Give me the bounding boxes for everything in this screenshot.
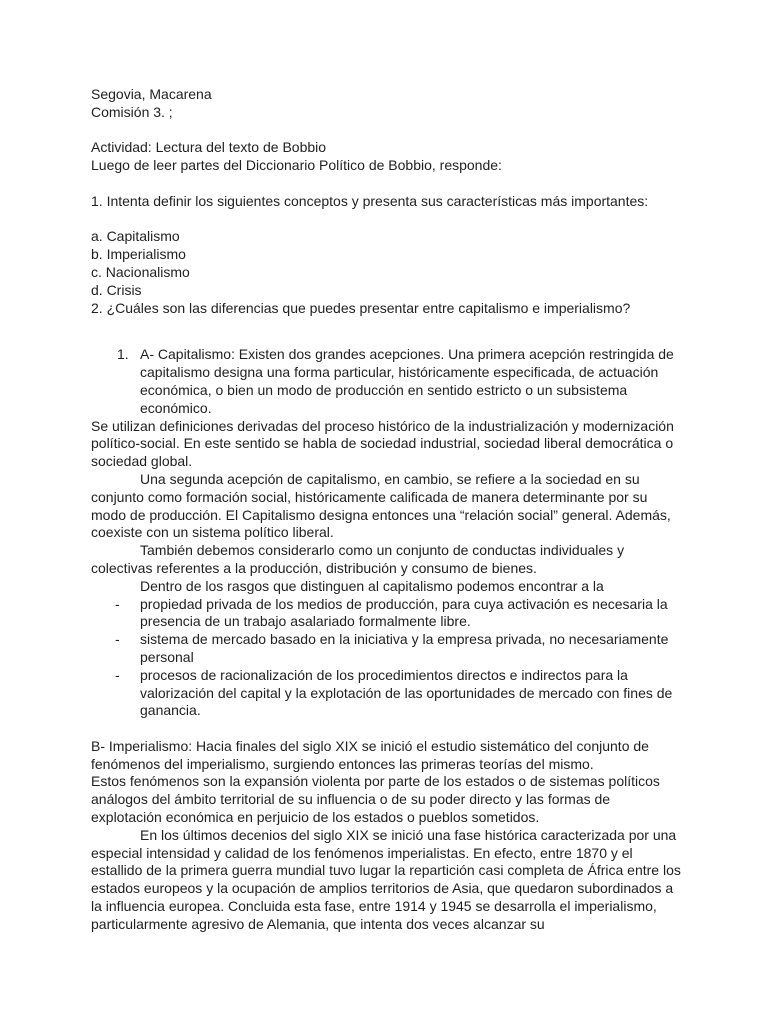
dash-marker: - — [115, 595, 120, 612]
document-body — [91, 86, 681, 934]
list-item — [91, 596, 681, 632]
list-item — [91, 631, 681, 667]
spacer — [91, 720, 681, 738]
list-number: 1. — [117, 346, 129, 363]
spacer — [91, 175, 681, 193]
commission-line: Comisión 3. ; — [91, 103, 173, 120]
answer-capitalismo-paragraph: Una segunda acepción de capitalismo, en cambio, se refiere a la sociedad en su conjunto como formación social, históricamente calificada de manera determinante por su modo de producción. El Capitalismo designa entonces una “relación social” general. Además, coexiste con un sistema político liberal. — [91, 470, 671, 541]
answer-capitalismo-paragraph: También debemos considerarlo como un conjunto de conductas individuales y colectivas referentes a la producción, distribución y consumo de bienes. — [91, 542, 625, 576]
list-item-text: sistema de mercado basado en la iniciativa y la empresa privada, no necesariamente personal — [140, 631, 669, 665]
answer-capitalismo-paragraph: Dentro de los rasgos que distinguen al capitalismo podemos encontrar a la — [140, 577, 604, 594]
answer-imperialismo-paragraph: B- Imperialismo: Hacia finales del siglo XIX se inició el estudio sistemático del conjunto de fenómenos del imperialismo, surgiendo entonces las primeras teorías del mismo. — [91, 737, 649, 772]
activity-instruction: Luego de leer partes del Diccionario Político de Bobbio, responde: — [91, 157, 502, 174]
concept-item-crisis: d. Crisis — [91, 281, 142, 298]
dash-marker: - — [115, 666, 120, 683]
answer-imperialismo-paragraph: En los últimos decenios del siglo XIX se inició una fase histórica caracterizada por una especial intensidad y calidad de los fenómenos imperialistas. En efecto, entre 1870 y el estallido de la primera guerra mundial tuvo lugar la repartición casi completa de África entre los estados europeos y la ocupación de amplios territorios de Asia, que quedaron subordinados a la influencia europea. Concluida esta fase, entre 1914 y 1945 se desarrolla el imperialismo, particularmente agresivo de Alemania, que intenta dos veces alcanzar su — [91, 826, 681, 932]
student-name: Segovia, Macarena — [91, 86, 212, 102]
list-item — [91, 667, 681, 720]
dash-marker: - — [115, 631, 120, 648]
rasgos-list — [91, 596, 681, 721]
concept-item-nacionalismo: c. Nacionalismo — [91, 263, 190, 280]
list-item-text: propiedad privada de los medios de producción, para cuya activación es necesaria la presencia de un trabajo asalariado formalmente libre. — [140, 595, 668, 630]
concept-item-imperialismo: b. Imperialismo — [91, 246, 186, 263]
answer-capitalismo-paragraph: Se utilizan definiciones derivadas del proceso histórico de la industrialización y modernización político-social. En este sentido se habla de sociedad industrial, sociedad liberal democrática o sociedad global. — [91, 417, 674, 470]
question-2: 2. ¿Cuáles son las diferencias que puedes presentar entre capitalismo e imperialismo? — [91, 299, 631, 316]
activity-title: Actividad: Lectura del texto de Bobbio — [91, 139, 327, 156]
list-item-text: procesos de racionalización de los procedimientos directos e indirectos para la valorización del capital y la explotación de las oportunidades de mercado con fines de ganancia. — [140, 666, 673, 719]
spacer — [91, 211, 681, 229]
question-1: 1. Intenta definir los siguientes conceptos y presenta sus características más importantes: — [91, 192, 649, 209]
answer-capitalismo-intro — [91, 346, 681, 417]
answer-capitalismo-intro-text: A- Capitalismo: Existen dos grandes acepciones. Una primera acepción restringida de capitalismo designa una forma particular, históricamente especificada, de actuación económica, o bien un modo de producción en sentido estricto o un subsistema económico. — [140, 346, 674, 416]
concept-item-capitalismo: a. Capitalismo — [91, 228, 180, 245]
answer-imperialismo-paragraph: Estos fenómenos son la expansión violenta por parte de los estados o de sistemas políticos análogos del ámbito territorial de su influencia o de su poder directo y las formas de explotación económica en perjuicio de los estados o pueblos sometidos. — [91, 773, 660, 826]
spacer — [91, 122, 681, 140]
spacer — [91, 317, 681, 346]
